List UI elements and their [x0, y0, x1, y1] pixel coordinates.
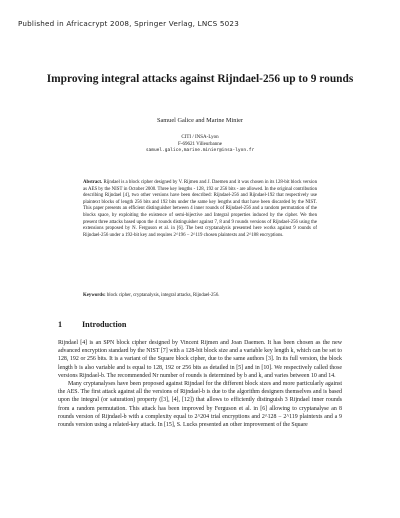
keywords: [83, 293, 317, 300]
affiliation-lab: CITI / INSA-Lyon: [181, 135, 219, 140]
abstract-label: Abstract.: [83, 180, 103, 185]
body-text: [58, 339, 342, 429]
body-paragraph: Many cryptanalyses have been proposed against Rijndael for the different block sizes and more particularly against the AES. The first attack against all the versions of Rijndael-b is due to the algorithm designers themselves and is based upon the integral (or saturation) property ([3], [4], [12]) that allows to efficiently distinguish 3 Rijndael inner rounds from a random permutation. This attack has been improved by Ferguson et al. in [6] allowing to cryptanalyse an 8 rounds version of Rijndael-b with a complexity equal to 2^204 trial encryptions and 2^128 − 2^119 plaintexts and a 9 rounds version using a related-key attack. In [15], S. Lucks presented an other improvement of the Square: [58, 381, 342, 429]
paper-title: Improving integral attacks against Rijndael-256 up to 9 rounds: [46, 73, 354, 85]
affiliation-city: F-69621 Villeurbanne: [178, 141, 222, 147]
affiliation-email: samuel.galice,marine.minier@insa-lyon.fr: [145, 148, 255, 154]
authors: Samuel Galice and Marine Minier: [156, 117, 244, 124]
body-paragraph: Rijndael [4] is an SPN block cipher designed by Vincent Rijmen and Joan Daemen. It has been chosen as the new advanced encryption standard by the NIST [7] with a 128-bit block size and a variable key length k, which can be set to 128, 192 or 256 bits. It is a variant of the Square block cipher, due to the same authors [3]. In its full version, the block length b is also variable and is equal to 128, 192 or 256 bits as detailed in [5] and in [10]. We respectively called those versions Rijndael-b. The recommended Nr number of rounds is determined by b and k, and varies between 10 and 14.: [58, 340, 342, 379]
section-number: 1: [58, 320, 63, 329]
abstract: [83, 180, 317, 239]
affiliation: [0, 135, 400, 155]
keywords-text: block cipher, cryptanalysis, integral attacks, Rijndael-256.: [106, 293, 220, 298]
section-title: Introduction: [82, 320, 127, 329]
abstract-text: Rijndael is a block cipher designed by V. Rijmen and J. Daemen and it was chosen in its 128-bit block version as AES by the NIST in October 2000. Three key lengths - 128, 192 or 256 bits - are allowed. In the original contribution describing Rijndael [4], two other versions have been described: Rijndael-256 and Rijndael-192 that respectively use plaintext blocks of length 256 bits and 192 bits under the same key lengths and that have been discarded by the NIST. This paper presents an efficient distinguisher between 4 inner rounds of Rijndael-256 and a random permutation of the blocks space, by exploiting the existence of semi-bijective and Integral properties induced by the cipher. We then present three attacks based upon the 4 rounds distinguisher against 7, 8 and 9 rounds versions of Rijndael-256 using the extensions proposed by N. Ferguson et al. in [6]. The best cryptanalysis presented here works against 9 rounds of Rijndael-256 under a 192-bit key and requires 2^196 − 2^119 chosen plaintexts and 2^188 encryptions.: [83, 180, 317, 238]
keywords-label: Keywords:: [83, 293, 106, 298]
running-head: Published in Africacrypt 2008, Springer Verlag, LNCS 5023: [18, 19, 239, 28]
section-heading: [58, 320, 126, 329]
